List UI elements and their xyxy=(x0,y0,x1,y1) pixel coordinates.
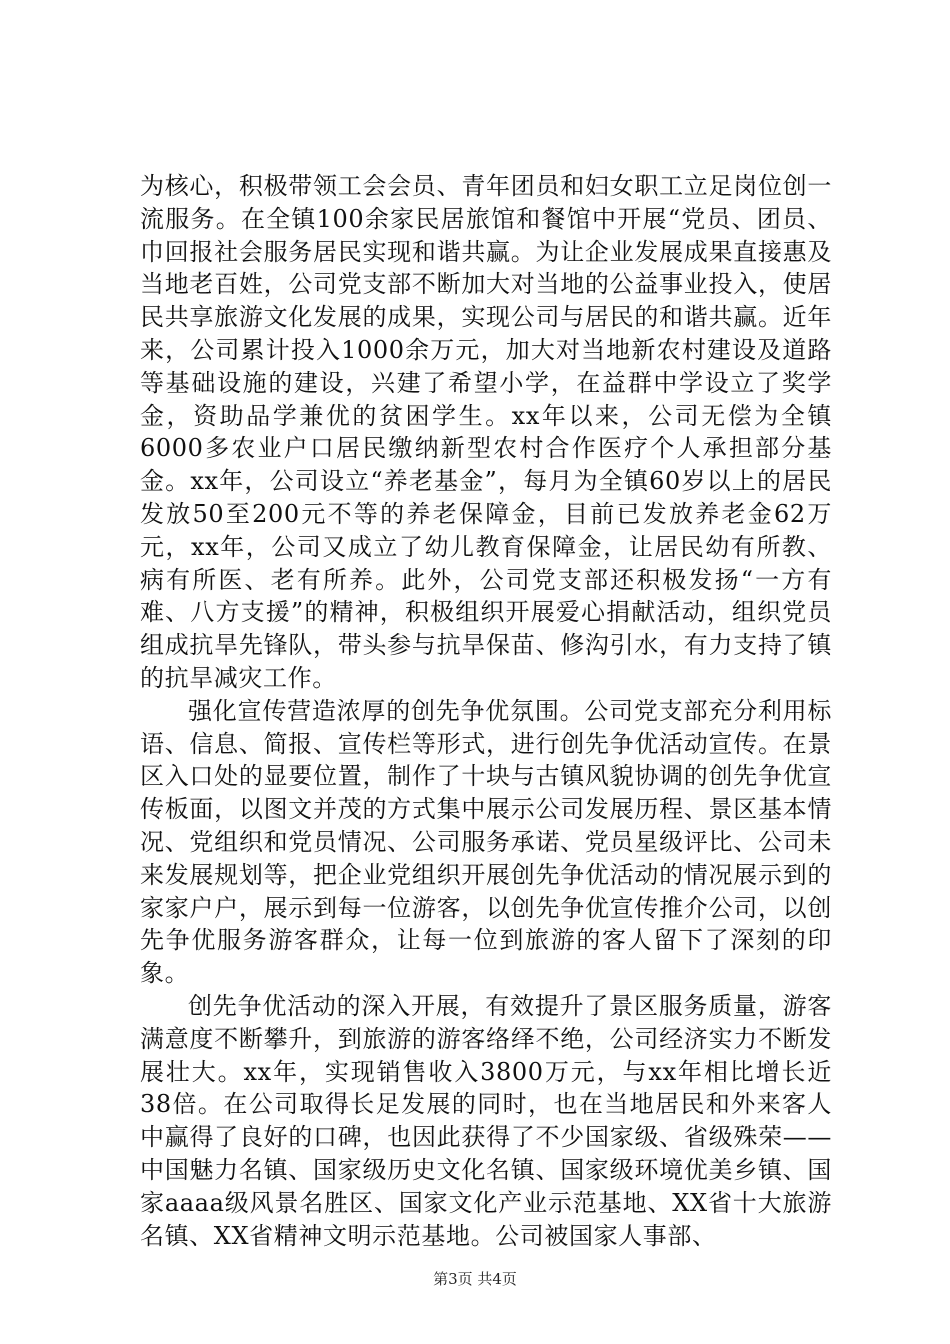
paragraph-2: 强化宣传营造浓厚的创先争优氛围。公司党支部充分利用标语、信息、简报、宣传栏等形式，进行创先争优活动宣传。在景区入口处的显要位置，制作了十块与古镇风貌协调的创先争优宣传板面，以图文并茂的方式集中展示公司发展历程、景区基本情况、党组织和党员情况、公司服务承诺、党员星级评比、公司未来发展规划等，把企业党组织开展创先争优活动的情况展示到的家家户户，展示到每一位游客，以创先争优宣传推介公司，以创先争优服务游客群众，让每一位到旅游的客人留下了深刻的印象。 xyxy=(140,696,832,988)
paragraph-3: 创先争优活动的深入开展，有效提升了景区服务质量，游客满意度不断攀升，到旅游的游客络绎不绝，公司经济实力不断发展壮大。xx年，实现销售收入3800万元，与xx年相比增长近38倍。在公司取得长足发展的同时，也在当地居民和外来客人中赢得了良好的口碑，也因此获得了不少国家级、省级殊荣——中国魅力名镇、国家级历史文化名镇、国家级环境优美乡镇、国家aaaa级风景名胜区、国家文化产业示范基地、XX省十大旅游名镇、XX省精神文明示范基地。公司被国家人事部、 xyxy=(140,991,832,1250)
document-body xyxy=(140,170,832,1252)
page-number-footer: 第3页 共4页 xyxy=(433,1270,517,1288)
paragraph-1: 为核心，积极带领工会会员、青年团员和妇女职工立足岗位创一流服务。在全镇100余家民居旅馆和餐馆中开展“党员、团员、巾回报社会服务居民实现和谐共赢。为让企业发展成果直接惠及当地老百姓，公司党支部不断加大对当地的公益事业投入，使居民共享旅游文化发展的成果，实现公司与居民的和谐共赢。近年来，公司累计投入1000余万元，加大对当地新农村建设及道路等基础设施的建设，兴建了希望小学，在益群中学设立了奖学金，资助品学兼优的贫困学生。xx年以来，公司无偿为全镇6000多农业户口居民缴纳新型农村合作医疗个人承担部分基金。xx年，公司设立“养老基金”，每月为全镇60岁以上的居民发放50至200元不等的养老保障金，目前已发放养老金62万元，xx年，公司又成立了幼儿教育保障金，让居民幼有所教、病有所医、老有所养。此外，公司党支部还积极发扬“一方有难、八方支援”的精神，积极组织开展爱心捐献活动，组织党员组成抗旱先锋队，带头参与抗旱保苗、修沟引水，有力支持了镇的抗旱减灾工作。 xyxy=(140,172,832,692)
